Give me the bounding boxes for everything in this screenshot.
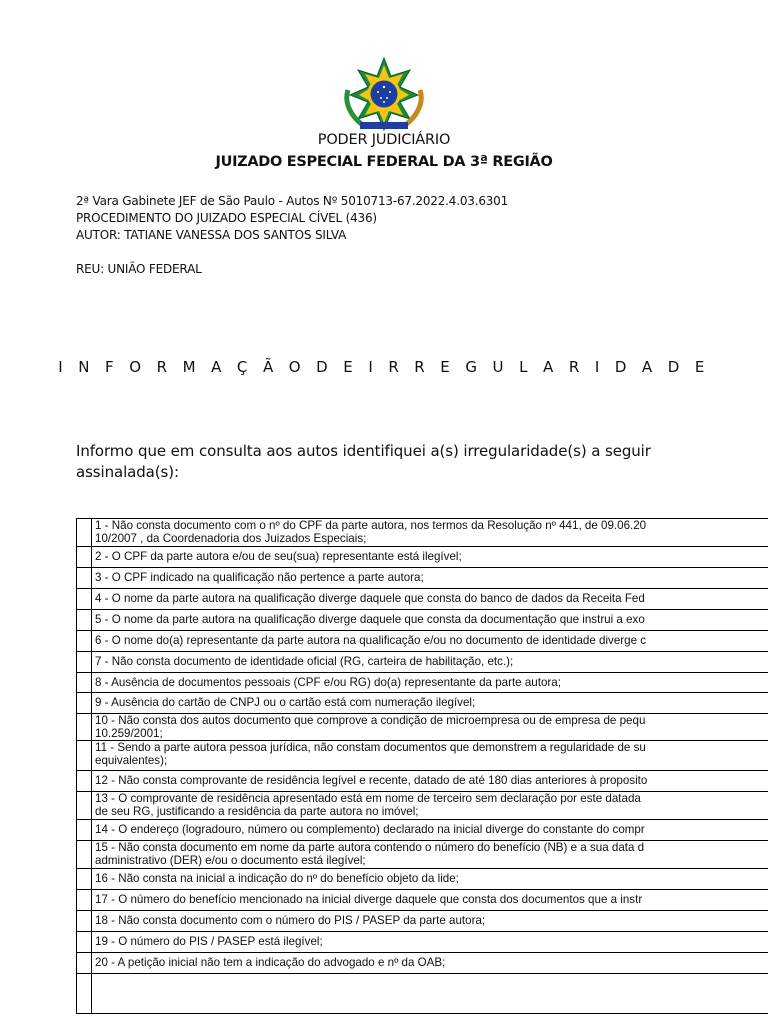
checklist-item-line: 6 - O nome do(a) representante da parte autora na qualificação e/ou no documento de identidade diverge c xyxy=(95,634,647,647)
checklist-item-line: 20 - A petição inicial não tem a indicação do advogado e nº da OAB; xyxy=(95,956,446,969)
checklist-row xyxy=(77,568,768,589)
checklist-item-text xyxy=(92,673,768,693)
court-name-heading: JUIZADO ESPECIAL FEDERAL DA 3ª REGIÃO xyxy=(215,154,553,170)
checklist-item-line: 15 - Não consta documento em nome da parte autora contendo o número do benefício (NB) e a sua data d xyxy=(95,841,645,854)
checklist-row xyxy=(77,610,768,631)
checklist-row xyxy=(77,693,768,714)
checklist-item-text xyxy=(92,932,768,953)
brazil-coat-of-arms-icon xyxy=(342,56,426,134)
checklist-row xyxy=(77,589,768,610)
checklist-item-text xyxy=(92,911,768,932)
checklist-checkbox[interactable] xyxy=(77,771,92,792)
checklist-checkbox[interactable] xyxy=(77,714,92,741)
checklist-checkbox[interactable] xyxy=(77,911,92,932)
checklist-item-line: 3 - O CPF indicado na qualificação não pertence a parte autora; xyxy=(95,571,424,584)
checklist-item-text xyxy=(92,610,768,631)
checklist-checkbox[interactable] xyxy=(77,841,92,869)
checklist-item-text xyxy=(92,652,768,673)
checklist-item-line: 4 - O nome da parte autora na qualificação diverge daquele que consta do banco de dados da Receita Fed xyxy=(95,592,645,605)
checklist-row xyxy=(77,652,768,673)
checklist-row xyxy=(77,714,768,741)
defendant-line: REU: UNIÃO FEDERAL xyxy=(76,262,202,276)
checklist-row xyxy=(77,631,768,652)
seal-ribbon xyxy=(360,122,408,129)
checklist-row xyxy=(77,974,768,1014)
checklist-checkbox[interactable] xyxy=(77,610,92,631)
checklist-item-text xyxy=(92,974,768,1014)
checklist-checkbox[interactable] xyxy=(77,792,92,820)
checklist-checkbox[interactable] xyxy=(77,890,92,911)
court-branch-heading: PODER JUDICIÁRIO xyxy=(317,132,451,148)
checklist-item-line: administrativo (DER) e/ou o documento está ilegível; xyxy=(95,853,366,867)
checklist-item-line: 18 - Não consta documento com o número do PIS / PASEP da parte autora; xyxy=(95,914,486,927)
checklist-checkbox[interactable] xyxy=(77,673,92,693)
checklist-row xyxy=(77,890,768,911)
seal-blue-disc xyxy=(369,79,399,109)
checklist-item-line: 2 - O CPF da parte autora e/ou de seu(sua) representante está ilegível; xyxy=(95,550,462,563)
checklist-checkbox[interactable] xyxy=(77,631,92,652)
checklist-row xyxy=(77,547,768,568)
checklist-item-text xyxy=(92,589,768,610)
checklist-item-text xyxy=(92,820,768,841)
checklist-item-line: 10/2007 , da Coordenadoria dos Juizados Especiais; xyxy=(95,531,367,545)
checklist-row xyxy=(77,771,768,792)
document-title: I N F O R M A Ç Ã O D E I R R E G U L A R I D A D E xyxy=(58,358,710,376)
checklist-item-line: de seu RG, justificando a residência da parte autora no imóvel; xyxy=(95,804,419,818)
checklist-item-text xyxy=(92,890,768,911)
checklist-item-line: 11 - Sendo a parte autora pessoa jurídica, não constam documentos que demonstrem a regularidade de su xyxy=(95,741,646,754)
checklist-item-text xyxy=(92,869,768,890)
checklist-item-text xyxy=(92,792,768,820)
checklist-row xyxy=(77,932,768,953)
checklist-item-text xyxy=(92,771,768,792)
checklist-item-line: 5 - O nome da parte autora na qualificação diverge daquele que consta da documentação que instrui a exo xyxy=(95,613,645,626)
checklist-item-line: 8 - Ausência de documentos pessoais (CPF e/ou RG) do(a) representante da parte autora; xyxy=(95,676,561,689)
checklist-item-text xyxy=(92,631,768,652)
checklist-item-text xyxy=(92,741,768,771)
checklist-checkbox[interactable] xyxy=(77,953,92,974)
checklist-item-line: equivalentes); xyxy=(95,753,168,767)
checklist-item-line: 10.259/2001; xyxy=(95,726,163,740)
checklist-item-text xyxy=(92,841,768,869)
checklist-item-line: 19 - O número do PIS / PASEP está ilegível; xyxy=(95,935,323,948)
checklist-checkbox[interactable] xyxy=(77,547,92,568)
checklist-checkbox[interactable] xyxy=(77,869,92,890)
checklist-item-line: 14 - O endereço (logradouro, número ou complemento) declarado na inicial diverge do constante do compr xyxy=(95,823,645,836)
checklist-item-text xyxy=(92,714,768,741)
checklist-checkbox[interactable] xyxy=(77,568,92,589)
checklist-checkbox[interactable] xyxy=(77,652,92,673)
checklist-item-line: 12 - Não consta comprovante de residência legível e recente, datado de até 180 dias anteriores à proposito xyxy=(95,774,648,787)
irregularity-checklist xyxy=(76,518,768,1024)
checklist-item-line: 1 - Não consta documento com o nº do CPF da parte autora, nos termos da Resolução nº 441, de 09.06.20 xyxy=(95,519,647,532)
checklist-row xyxy=(77,673,768,693)
irregularity-table xyxy=(76,518,768,1014)
checklist-checkbox[interactable] xyxy=(77,693,92,714)
checklist-row xyxy=(77,953,768,974)
checklist-item-line: 16 - Não consta na inicial a indicação do nº do benefício objeto da lide; xyxy=(95,872,459,885)
checklist-row xyxy=(77,792,768,820)
checklist-item-text xyxy=(92,547,768,568)
checklist-checkbox[interactable] xyxy=(77,932,92,953)
checklist-item-text xyxy=(92,519,768,547)
checklist-row xyxy=(77,820,768,841)
checklist-item-line: 17 - O número do benefício mencionado na inicial diverge daquele que consta dos documentos que a instr xyxy=(95,893,643,906)
checklist-checkbox[interactable] xyxy=(77,974,92,1014)
checklist-checkbox[interactable] xyxy=(77,519,92,547)
checklist-row xyxy=(77,911,768,932)
plaintiff-line: AUTOR: TATIANE VANESSA DOS SANTOS SILVA xyxy=(76,228,347,242)
checklist-item-line: 9 - Ausência do cartão de CNPJ ou o cartão está com numeração ilegível; xyxy=(95,696,476,709)
checklist-item-line: 7 - Não consta documento de identidade oficial (RG, carteira de habilitação, etc.); xyxy=(95,655,514,668)
checklist-checkbox[interactable] xyxy=(77,589,92,610)
checklist-item-text xyxy=(92,568,768,589)
intro-paragraph: Informo que em consulta aos autos identifiquei a(s) irregularidade(s) a seguir assinalada(s): xyxy=(76,442,651,481)
checklist-row xyxy=(77,841,768,869)
checklist-row xyxy=(77,519,768,547)
checklist-item-line: 13 - O comprovante de residência apresentado está em nome de terceiro sem declaração por este datada xyxy=(95,792,641,805)
checklist-item-line: 10 - Não consta dos autos documento que comprove a condição de microempresa ou de empresa de pequ xyxy=(95,714,646,727)
procedure-line: PROCEDIMENTO DO JUIZADO ESPECIAL CÍVEL (436) xyxy=(76,211,377,225)
checklist-checkbox[interactable] xyxy=(77,741,92,771)
checklist-row xyxy=(77,741,768,771)
checklist-item-text xyxy=(92,953,768,974)
checklist-row xyxy=(77,869,768,890)
checklist-item-text xyxy=(92,693,768,714)
case-number-line: 2ª Vara Gabinete JEF de São Paulo - Autos Nº 5010713-67.2022.4.03.6301 xyxy=(76,194,509,208)
checklist-checkbox[interactable] xyxy=(77,820,92,841)
